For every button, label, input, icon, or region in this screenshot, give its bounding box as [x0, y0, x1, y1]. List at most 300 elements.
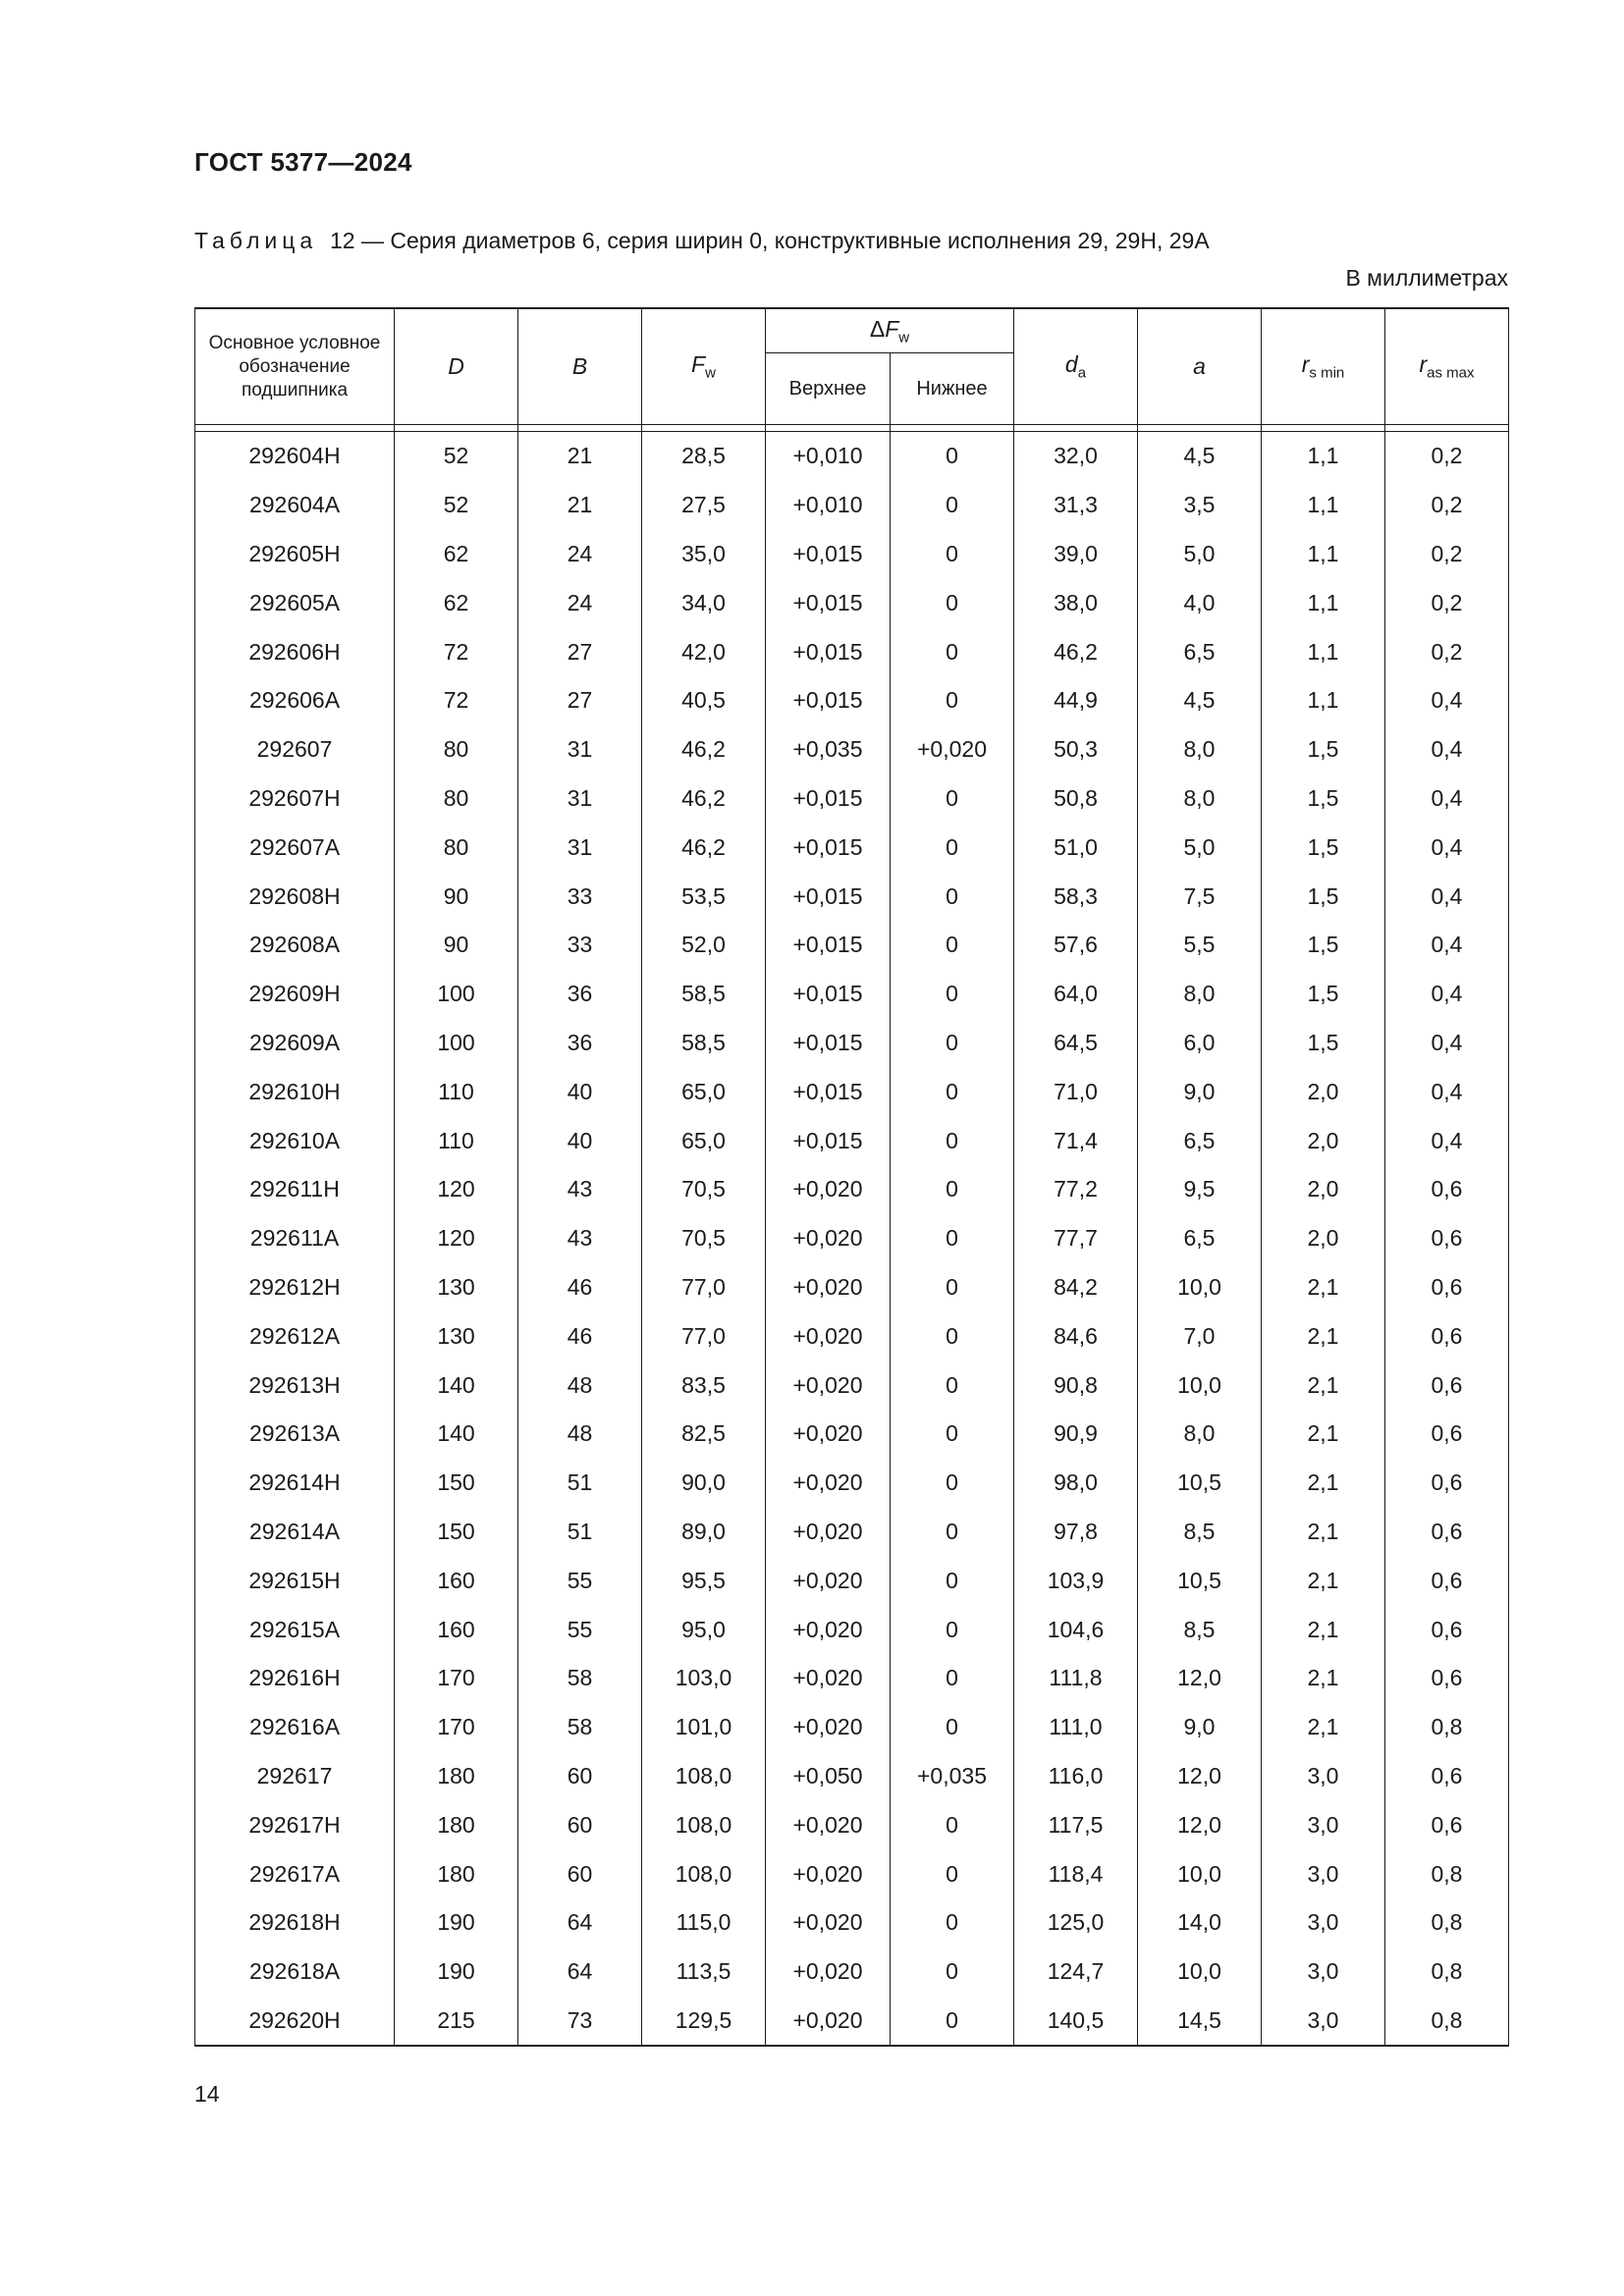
cell-Fw: 46,2: [642, 725, 766, 774]
header-B-label: B: [571, 353, 588, 379]
cell-dFw-lower: 0: [891, 774, 1014, 824]
header-delta-symbol: Δ: [869, 315, 886, 342]
table-row: [195, 1997, 1509, 2047]
cell-dFw-upper: +0,015: [766, 676, 891, 725]
table-row: [195, 921, 1509, 970]
cell-da: 77,7: [1014, 1214, 1138, 1263]
cell-ras-max: 0,4: [1385, 774, 1509, 824]
cell-a: 8,5: [1138, 1508, 1262, 1557]
cell-ras-max: 0,4: [1385, 823, 1509, 872]
cell-designation: 292605Н: [195, 530, 395, 579]
cell-ras-max: 0,4: [1385, 725, 1509, 774]
cell-B: 27: [518, 627, 642, 676]
cell-da: 38,0: [1014, 578, 1138, 627]
cell-B: 36: [518, 970, 642, 1019]
cell-dFw-lower: 0: [891, 1654, 1014, 1703]
cell-B: 46: [518, 1311, 642, 1361]
cell-da: 57,6: [1014, 921, 1138, 970]
cell-B: 55: [518, 1556, 642, 1605]
cell-da: 118,4: [1014, 1849, 1138, 1898]
cell-D: 160: [395, 1556, 518, 1605]
cell-da: 51,0: [1014, 823, 1138, 872]
cell-rs-min: 3,0: [1262, 1849, 1385, 1898]
cell-rs-min: 1,5: [1262, 970, 1385, 1019]
cell-Fw: 70,5: [642, 1165, 766, 1214]
cell-rs-min: 1,5: [1262, 725, 1385, 774]
cell-a: 5,0: [1138, 823, 1262, 872]
cell-dFw-upper: +0,020: [766, 1703, 891, 1752]
cell-B: 58: [518, 1703, 642, 1752]
cell-D: 120: [395, 1214, 518, 1263]
table-row: [195, 774, 1509, 824]
cell-ras-max: 0,2: [1385, 481, 1509, 530]
table-row: [195, 1752, 1509, 1801]
cell-B: 60: [518, 1752, 642, 1801]
cell-rs-min: 1,5: [1262, 1019, 1385, 1068]
cell-ras-max: 0,8: [1385, 1703, 1509, 1752]
table-row: [195, 1311, 1509, 1361]
cell-a: 10,0: [1138, 1948, 1262, 1997]
cell-dFw-upper: +0,020: [766, 1165, 891, 1214]
table-row: [195, 970, 1509, 1019]
cell-ras-max: 0,8: [1385, 1997, 1509, 2047]
cell-Fw: 42,0: [642, 627, 766, 676]
cell-rs-min: 2,0: [1262, 1116, 1385, 1165]
cell-Fw: 70,5: [642, 1214, 766, 1263]
cell-D: 150: [395, 1508, 518, 1557]
cell-dFw-upper: +0,010: [766, 481, 891, 530]
cell-D: 180: [395, 1849, 518, 1898]
table-row: [195, 627, 1509, 676]
cell-designation: 292606Н: [195, 627, 395, 676]
cell-da: 90,8: [1014, 1361, 1138, 1410]
cell-designation: 292612Н: [195, 1263, 395, 1312]
cell-Fw: 28,5: [642, 432, 766, 481]
cell-a: 8,0: [1138, 1410, 1262, 1459]
cell-da: 46,2: [1014, 627, 1138, 676]
cell-designation: 292617: [195, 1752, 395, 1801]
table-row: [195, 1556, 1509, 1605]
cell-dFw-upper: +0,035: [766, 725, 891, 774]
cell-dFw-upper: +0,020: [766, 1508, 891, 1557]
cell-rs-min: 2,1: [1262, 1508, 1385, 1557]
cell-dFw-upper: +0,015: [766, 1116, 891, 1165]
cell-da: 124,7: [1014, 1948, 1138, 1997]
cell-designation: 292614А: [195, 1508, 395, 1557]
header-rs-subscript: s min: [1309, 364, 1345, 382]
cell-D: 190: [395, 1948, 518, 1997]
cell-rs-min: 1,1: [1262, 627, 1385, 676]
header-upper: Верхнее: [766, 353, 891, 425]
cell-ras-max: 0,2: [1385, 530, 1509, 579]
table-row: [195, 725, 1509, 774]
header-rs-label: r: [1301, 351, 1310, 378]
cell-dFw-upper: +0,015: [766, 823, 891, 872]
cell-ras-max: 0,6: [1385, 1508, 1509, 1557]
cell-ras-max: 0,6: [1385, 1263, 1509, 1312]
cell-D: 160: [395, 1605, 518, 1654]
table-row: [195, 530, 1509, 579]
cell-dFw-upper: +0,020: [766, 1214, 891, 1263]
cell-rs-min: 2,1: [1262, 1459, 1385, 1508]
cell-da: 64,0: [1014, 970, 1138, 1019]
cell-ras-max: 0,6: [1385, 1605, 1509, 1654]
cell-ras-max: 0,4: [1385, 676, 1509, 725]
cell-a: 10,0: [1138, 1849, 1262, 1898]
cell-rs-min: 1,1: [1262, 481, 1385, 530]
cell-D: 130: [395, 1263, 518, 1312]
cell-B: 46: [518, 1263, 642, 1312]
cell-rs-min: 2,1: [1262, 1263, 1385, 1312]
cell-B: 43: [518, 1165, 642, 1214]
cell-dFw-lower: 0: [891, 1849, 1014, 1898]
cell-ras-max: 0,8: [1385, 1849, 1509, 1898]
cell-designation: 292604А: [195, 481, 395, 530]
cell-a: 8,0: [1138, 970, 1262, 1019]
cell-dFw-lower: 0: [891, 823, 1014, 872]
cell-B: 64: [518, 1948, 642, 1997]
cell-D: 80: [395, 774, 518, 824]
cell-designation: 292610Н: [195, 1067, 395, 1116]
cell-D: 120: [395, 1165, 518, 1214]
cell-Fw: 27,5: [642, 481, 766, 530]
cell-Fw: 65,0: [642, 1116, 766, 1165]
cell-dFw-lower: 0: [891, 481, 1014, 530]
cell-dFw-lower: 0: [891, 627, 1014, 676]
cell-dFw-lower: 0: [891, 1459, 1014, 1508]
header-Fw-label: F: [691, 351, 706, 378]
table-row: [195, 1849, 1509, 1898]
cell-D: 80: [395, 725, 518, 774]
cell-D: 52: [395, 432, 518, 481]
table-row: [195, 1019, 1509, 1068]
cell-rs-min: 3,0: [1262, 1948, 1385, 1997]
table-row: [195, 1214, 1509, 1263]
cell-ras-max: 0,6: [1385, 1311, 1509, 1361]
cell-Fw: 58,5: [642, 970, 766, 1019]
table-row: [195, 1263, 1509, 1312]
table-row: [195, 1361, 1509, 1410]
cell-designation: 292617Н: [195, 1800, 395, 1849]
cell-dFw-lower: 0: [891, 1361, 1014, 1410]
cell-rs-min: 3,0: [1262, 1898, 1385, 1948]
header-Fw-subscript: w: [705, 364, 716, 382]
cell-a: 5,5: [1138, 921, 1262, 970]
cell-a: 7,0: [1138, 1311, 1262, 1361]
cell-designation: 292618Н: [195, 1898, 395, 1948]
cell-da: 90,9: [1014, 1410, 1138, 1459]
cell-da: 140,5: [1014, 1997, 1138, 2047]
cell-D: 90: [395, 921, 518, 970]
cell-rs-min: 1,1: [1262, 676, 1385, 725]
cell-Fw: 46,2: [642, 823, 766, 872]
cell-D: 180: [395, 1800, 518, 1849]
cell-dFw-lower: 0: [891, 1800, 1014, 1849]
cell-a: 6,0: [1138, 1019, 1262, 1068]
cell-B: 31: [518, 725, 642, 774]
cell-dFw-upper: +0,015: [766, 921, 891, 970]
cell-rs-min: 2,1: [1262, 1311, 1385, 1361]
cell-a: 9,0: [1138, 1067, 1262, 1116]
cell-designation: 292609Н: [195, 970, 395, 1019]
cell-Fw: 53,5: [642, 872, 766, 921]
cell-designation: 292615Н: [195, 1556, 395, 1605]
cell-dFw-upper: +0,020: [766, 1948, 891, 1997]
cell-designation: 292611Н: [195, 1165, 395, 1214]
cell-dFw-lower: 0: [891, 1898, 1014, 1948]
cell-dFw-upper: +0,020: [766, 1263, 891, 1312]
cell-dFw-upper: +0,015: [766, 1019, 891, 1068]
cell-dFw-upper: +0,015: [766, 1067, 891, 1116]
cell-B: 55: [518, 1605, 642, 1654]
cell-ras-max: 0,8: [1385, 1898, 1509, 1948]
cell-da: 111,8: [1014, 1654, 1138, 1703]
cell-a: 4,5: [1138, 676, 1262, 725]
header-designation-label: Основное условное обозначение подшипника: [208, 332, 381, 400]
table-row: [195, 823, 1509, 872]
cell-dFw-lower: 0: [891, 1165, 1014, 1214]
cell-da: 125,0: [1014, 1898, 1138, 1948]
table-row: [195, 1800, 1509, 1849]
header-rs-min: [1262, 308, 1385, 425]
cell-rs-min: 2,0: [1262, 1165, 1385, 1214]
cell-ras-max: 0,6: [1385, 1654, 1509, 1703]
cell-da: 50,8: [1014, 774, 1138, 824]
cell-B: 60: [518, 1800, 642, 1849]
cell-a: 4,0: [1138, 578, 1262, 627]
table-row: [195, 481, 1509, 530]
table-row: [195, 676, 1509, 725]
cell-B: 73: [518, 1997, 642, 2047]
cell-dFw-lower: 0: [891, 1311, 1014, 1361]
cell-designation: 292605А: [195, 578, 395, 627]
cell-B: 24: [518, 530, 642, 579]
header-da-label: d: [1064, 351, 1078, 378]
cell-dFw-upper: +0,010: [766, 432, 891, 481]
cell-rs-min: 2,1: [1262, 1361, 1385, 1410]
cell-B: 64: [518, 1898, 642, 1948]
table-row: [195, 872, 1509, 921]
cell-ras-max: 0,4: [1385, 921, 1509, 970]
cell-designation: 292607А: [195, 823, 395, 872]
cell-D: 140: [395, 1361, 518, 1410]
table-row: [195, 1165, 1509, 1214]
table-row: [195, 1948, 1509, 1997]
cell-rs-min: 2,1: [1262, 1410, 1385, 1459]
cell-dFw-upper: +0,015: [766, 578, 891, 627]
cell-D: 100: [395, 1019, 518, 1068]
cell-a: 7,5: [1138, 872, 1262, 921]
cell-rs-min: 3,0: [1262, 1800, 1385, 1849]
cell-da: 116,0: [1014, 1752, 1138, 1801]
cell-designation: 292616А: [195, 1703, 395, 1752]
cell-dFw-lower: 0: [891, 1410, 1014, 1459]
table-body: [195, 432, 1509, 2047]
cell-B: 51: [518, 1459, 642, 1508]
cell-designation: 292618А: [195, 1948, 395, 1997]
cell-rs-min: 2,1: [1262, 1556, 1385, 1605]
cell-dFw-lower: 0: [891, 578, 1014, 627]
cell-ras-max: 0,6: [1385, 1752, 1509, 1801]
header-ras-subscript: as max: [1427, 364, 1475, 382]
cell-a: 14,0: [1138, 1898, 1262, 1948]
cell-designation: 292610А: [195, 1116, 395, 1165]
header-D-label: D: [448, 353, 464, 379]
cell-Fw: 101,0: [642, 1703, 766, 1752]
cell-B: 51: [518, 1508, 642, 1557]
cell-rs-min: 2,0: [1262, 1067, 1385, 1116]
cell-rs-min: 2,1: [1262, 1703, 1385, 1752]
cell-ras-max: 0,6: [1385, 1556, 1509, 1605]
standard-title: ГОСТ 5377—2024: [194, 147, 412, 177]
cell-da: 103,9: [1014, 1556, 1138, 1605]
cell-da: 98,0: [1014, 1459, 1138, 1508]
header-ras-max: [1385, 308, 1509, 425]
cell-B: 60: [518, 1849, 642, 1898]
cell-dFw-upper: +0,050: [766, 1752, 891, 1801]
cell-dFw-lower: 0: [891, 1067, 1014, 1116]
cell-da: 77,2: [1014, 1165, 1138, 1214]
cell-a: 10,5: [1138, 1459, 1262, 1508]
cell-da: 31,3: [1014, 481, 1138, 530]
header-lower: Нижнее: [891, 353, 1014, 425]
cell-D: 110: [395, 1116, 518, 1165]
cell-D: 90: [395, 872, 518, 921]
table-caption-text: 12 — Серия диаметров 6, серия ширин 0, конструктивные исполнения 29, 29Н, 29А: [329, 228, 1210, 253]
cell-dFw-upper: +0,020: [766, 1410, 891, 1459]
cell-a: 6,5: [1138, 1214, 1262, 1263]
header-da-subscript: a: [1077, 364, 1087, 382]
cell-dFw-upper: +0,020: [766, 1849, 891, 1898]
cell-a: 9,0: [1138, 1703, 1262, 1752]
cell-designation: 292617А: [195, 1849, 395, 1898]
cell-Fw: 108,0: [642, 1752, 766, 1801]
cell-Fw: 77,0: [642, 1311, 766, 1361]
cell-ras-max: 0,4: [1385, 970, 1509, 1019]
cell-designation: 292608А: [195, 921, 395, 970]
cell-designation: 292614Н: [195, 1459, 395, 1508]
cell-dFw-lower: 0: [891, 1703, 1014, 1752]
cell-dFw-lower: 0: [891, 530, 1014, 579]
cell-dFw-lower: 0: [891, 1263, 1014, 1312]
cell-designation: 292615А: [195, 1605, 395, 1654]
cell-dFw-upper: +0,020: [766, 1605, 891, 1654]
cell-rs-min: 2,1: [1262, 1654, 1385, 1703]
cell-designation: 292607: [195, 725, 395, 774]
cell-a: 6,5: [1138, 627, 1262, 676]
cell-designation: 292613А: [195, 1410, 395, 1459]
cell-D: 170: [395, 1654, 518, 1703]
cell-ras-max: 0,4: [1385, 1067, 1509, 1116]
cell-Fw: 115,0: [642, 1898, 766, 1948]
header-a-label: a: [1193, 353, 1206, 379]
cell-Fw: 103,0: [642, 1654, 766, 1703]
cell-D: 130: [395, 1311, 518, 1361]
cell-dFw-lower: 0: [891, 1116, 1014, 1165]
cell-dFw-upper: +0,020: [766, 1654, 891, 1703]
table-row: [195, 1654, 1509, 1703]
bearing-dimensions-table: [194, 307, 1509, 2047]
cell-B: 31: [518, 774, 642, 824]
cell-dFw-lower: +0,035: [891, 1752, 1014, 1801]
cell-designation: 292606А: [195, 676, 395, 725]
cell-ras-max: 0,2: [1385, 432, 1509, 481]
table-caption-word: Таблица: [194, 228, 318, 253]
cell-dFw-upper: +0,020: [766, 1311, 891, 1361]
cell-dFw-lower: 0: [891, 970, 1014, 1019]
cell-Fw: 35,0: [642, 530, 766, 579]
cell-dFw-upper: +0,020: [766, 1459, 891, 1508]
header-a: [1138, 308, 1262, 425]
cell-dFw-upper: +0,015: [766, 627, 891, 676]
cell-ras-max: 0,6: [1385, 1410, 1509, 1459]
cell-designation: 292613Н: [195, 1361, 395, 1410]
cell-dFw-lower: 0: [891, 1997, 1014, 2047]
cell-rs-min: 1,5: [1262, 823, 1385, 872]
cell-ras-max: 0,6: [1385, 1165, 1509, 1214]
cell-a: 9,5: [1138, 1165, 1262, 1214]
cell-rs-min: 2,1: [1262, 1605, 1385, 1654]
cell-Fw: 82,5: [642, 1410, 766, 1459]
cell-da: 84,2: [1014, 1263, 1138, 1312]
table-row: [195, 1898, 1509, 1948]
cell-D: 190: [395, 1898, 518, 1948]
cell-dFw-upper: +0,020: [766, 1556, 891, 1605]
cell-rs-min: 1,5: [1262, 872, 1385, 921]
cell-designation: 292609А: [195, 1019, 395, 1068]
cell-da: 71,4: [1014, 1116, 1138, 1165]
table-row: [195, 1508, 1509, 1557]
cell-dFw-upper: +0,020: [766, 1800, 891, 1849]
cell-dFw-lower: 0: [891, 1508, 1014, 1557]
cell-dFw-lower: 0: [891, 676, 1014, 725]
cell-Fw: 52,0: [642, 921, 766, 970]
table-row: [195, 1116, 1509, 1165]
cell-D: 100: [395, 970, 518, 1019]
cell-da: 32,0: [1014, 432, 1138, 481]
units-note: В миллиметрах: [1345, 265, 1508, 291]
cell-D: 62: [395, 578, 518, 627]
cell-B: 33: [518, 872, 642, 921]
cell-a: 12,0: [1138, 1654, 1262, 1703]
cell-a: 8,0: [1138, 774, 1262, 824]
cell-da: 117,5: [1014, 1800, 1138, 1849]
cell-dFw-upper: +0,015: [766, 872, 891, 921]
cell-ras-max: 0,6: [1385, 1459, 1509, 1508]
cell-rs-min: 1,5: [1262, 774, 1385, 824]
cell-da: 44,9: [1014, 676, 1138, 725]
cell-a: 8,0: [1138, 725, 1262, 774]
cell-rs-min: 2,0: [1262, 1214, 1385, 1263]
cell-rs-min: 3,0: [1262, 1752, 1385, 1801]
cell-dFw-upper: +0,020: [766, 1997, 891, 2047]
cell-Fw: 90,0: [642, 1459, 766, 1508]
cell-designation: 292612А: [195, 1311, 395, 1361]
cell-dFw-upper: +0,015: [766, 970, 891, 1019]
cell-Fw: 129,5: [642, 1997, 766, 2047]
cell-Fw: 108,0: [642, 1849, 766, 1898]
cell-Fw: 65,0: [642, 1067, 766, 1116]
cell-B: 48: [518, 1361, 642, 1410]
cell-B: 27: [518, 676, 642, 725]
cell-dFw-upper: +0,020: [766, 1898, 891, 1948]
cell-B: 40: [518, 1067, 642, 1116]
cell-dFw-upper: +0,015: [766, 530, 891, 579]
header-ras-label: r: [1419, 351, 1428, 378]
cell-a: 4,5: [1138, 432, 1262, 481]
cell-D: 72: [395, 676, 518, 725]
cell-da: 104,6: [1014, 1605, 1138, 1654]
